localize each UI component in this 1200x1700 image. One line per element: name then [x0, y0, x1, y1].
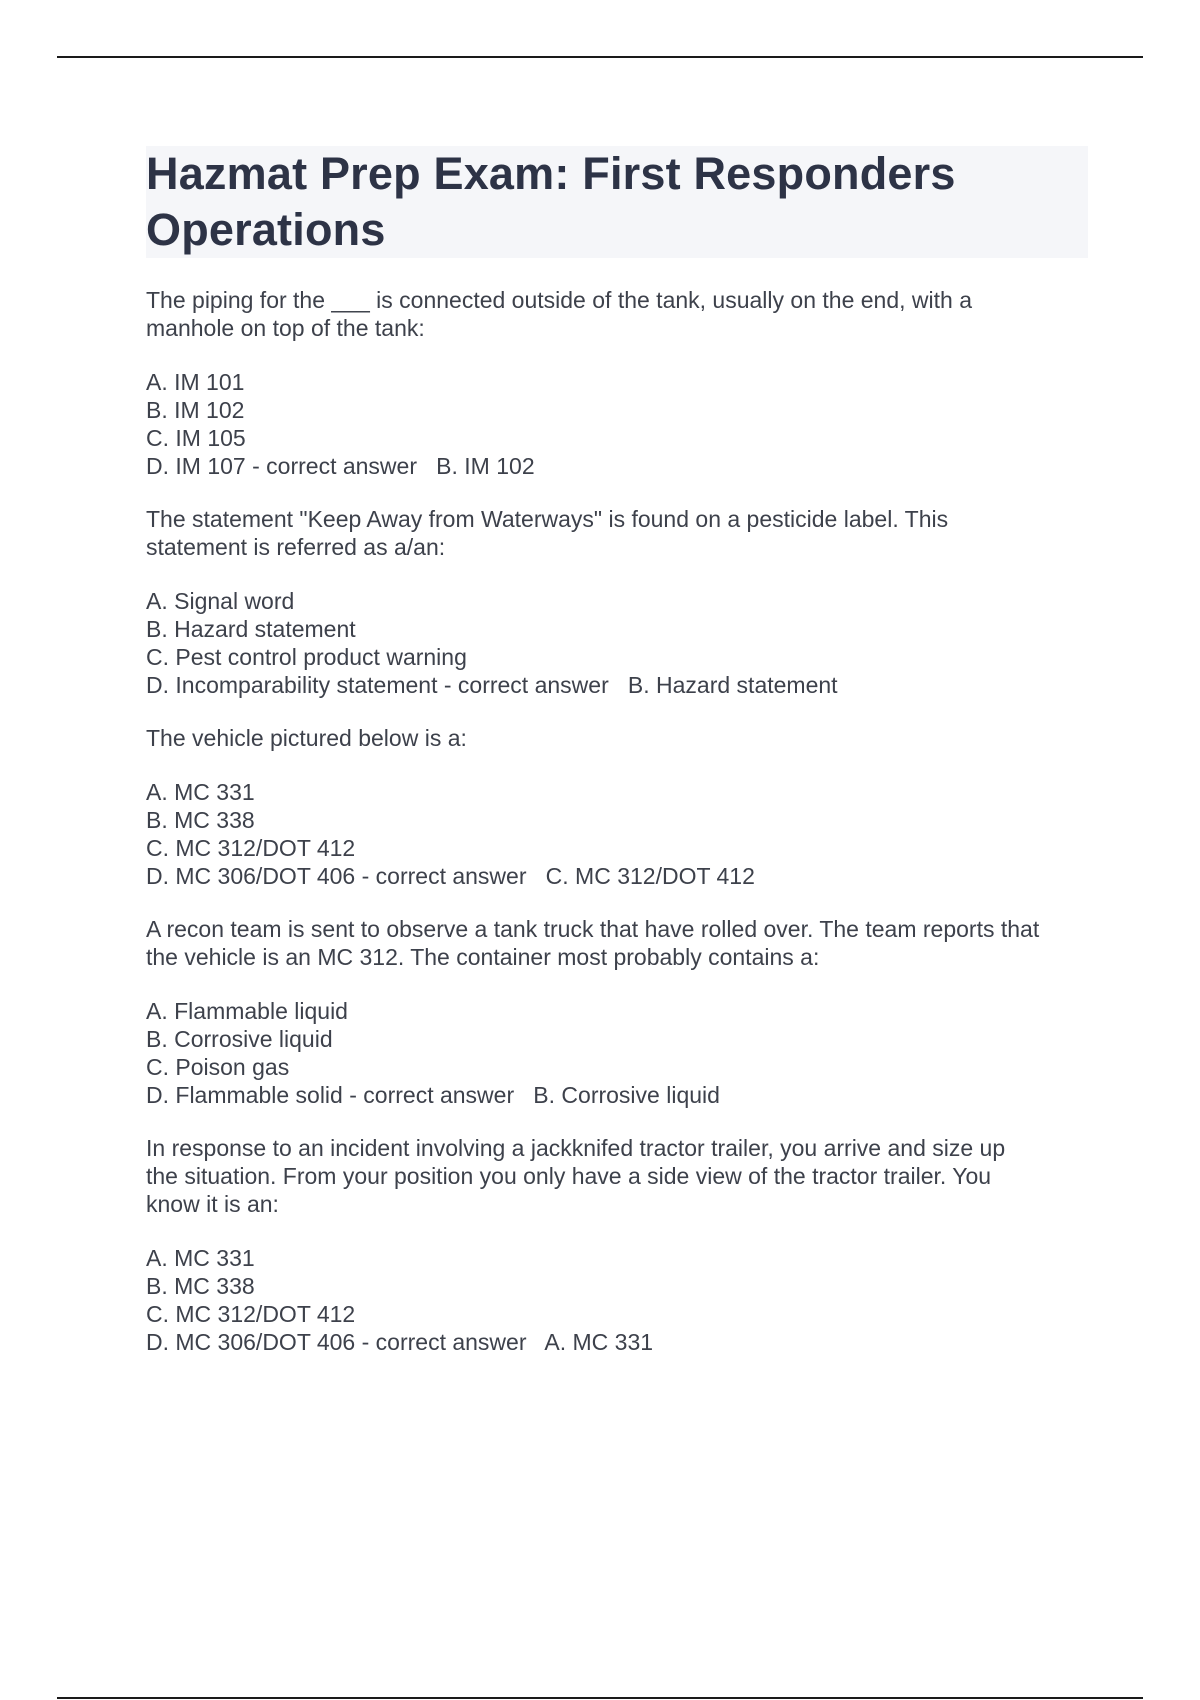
- title-block: [146, 146, 1088, 258]
- answer-text: C. MC 312/DOT 412: [545, 863, 755, 889]
- answer-label: correct answer: [375, 863, 527, 889]
- option-item-with-answer: D. Incomparability statement - correct answer B. Hazard statement: [146, 672, 838, 698]
- answer-text: B. Corrosive liquid: [533, 1082, 720, 1108]
- question-text: In response to an incident involving a jackknifed tractor trailer, you arrive and size up the situation. From your position you only have a side view of the tractor trailer. You know it is an:: [146, 1135, 1006, 1217]
- answer-label: correct answer: [375, 1329, 527, 1355]
- option-item: C. IM 105: [146, 425, 246, 451]
- option-text: D. Incomparability statement: [146, 672, 438, 698]
- option-text: D. MC 306/DOT 406: [146, 863, 356, 889]
- option-item: B. Hazard statement: [146, 616, 356, 642]
- question-text: A recon team is sent to observe a tank truck that have rolled over. The team reports that the vehicle is an MC 312. The container most probably contains a:: [146, 916, 1040, 970]
- options-list: [146, 1244, 1088, 1356]
- answer-text: A. MC 331: [544, 1329, 654, 1355]
- answer-label: correct answer: [457, 672, 609, 698]
- option-item: A. Flammable liquid: [146, 998, 348, 1024]
- option-item: B. MC 338: [146, 1273, 255, 1299]
- option-item: A. MC 331: [146, 1245, 255, 1271]
- option-item-with-answer: D. MC 306/DOT 406 - correct answer A. MC 331: [146, 1329, 654, 1355]
- document-page: [146, 146, 1088, 1356]
- option-item: C. Pest control product warning: [146, 644, 467, 670]
- option-item: A. Signal word: [146, 588, 295, 614]
- option-text: D. IM 107: [146, 453, 246, 479]
- question-block: [146, 505, 1088, 699]
- options-list: [146, 778, 1088, 890]
- question-block: [146, 915, 1088, 1109]
- option-item-with-answer: D. IM 107 - correct answer B. IM 102: [146, 453, 535, 479]
- question-block: [146, 1134, 1088, 1356]
- question-block: [146, 286, 1088, 480]
- bottom-rule: [57, 1697, 1143, 1699]
- option-item: C. MC 312/DOT 412: [146, 835, 356, 861]
- option-item-with-answer: D. MC 306/DOT 406 - correct answer C. MC 312/DOT 412: [146, 863, 755, 889]
- option-item: B. Corrosive liquid: [146, 1026, 333, 1052]
- option-item: A. IM 101: [146, 369, 245, 395]
- answer-label: correct answer: [363, 1082, 515, 1108]
- question-text: The vehicle pictured below is a:: [146, 725, 467, 751]
- option-item: A. MC 331: [146, 779, 255, 805]
- question-block: [146, 724, 1088, 890]
- answer-text: B. IM 102: [436, 453, 535, 479]
- option-item: B. MC 338: [146, 807, 255, 833]
- question-text: The statement "Keep Away from Waterways" is found on a pesticide label. This statement is referred as a/an:: [146, 506, 949, 560]
- options-list: [146, 587, 1088, 699]
- option-item-with-answer: D. Flammable solid - correct answer B. Corrosive liquid: [146, 1082, 720, 1108]
- options-list: [146, 368, 1088, 480]
- answer-label: correct answer: [266, 453, 417, 479]
- options-list: [146, 997, 1088, 1109]
- answer-text: B. Hazard statement: [627, 672, 838, 698]
- top-rule: [57, 56, 1143, 58]
- option-text: D. MC 306/DOT 406: [146, 1329, 356, 1355]
- option-item: C. MC 312/DOT 412: [146, 1301, 356, 1327]
- option-item: B. IM 102: [146, 397, 245, 423]
- option-item: C. Poison gas: [146, 1054, 290, 1080]
- page-title: Hazmat Prep Exam: First Responders Operations: [146, 148, 956, 255]
- option-text: D. Flammable solid: [146, 1082, 343, 1108]
- question-text: The piping for the ___ is connected outside of the tank, usually on the end, with a manhole on top of the tank:: [146, 287, 972, 341]
